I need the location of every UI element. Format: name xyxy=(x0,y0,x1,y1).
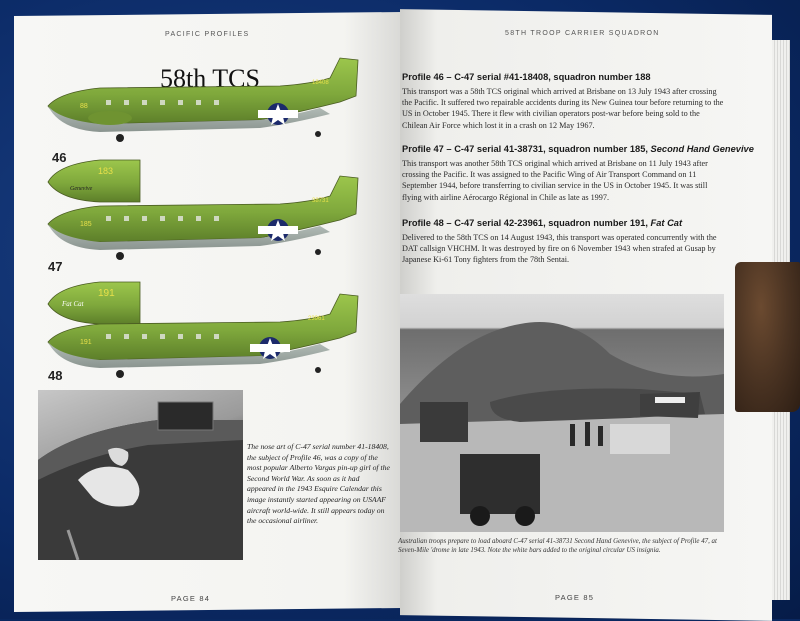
entry-body-47: This transport was another 58th TCS original which arrived at Brisbane on 11 July 1943 after crossing the Pacific. It was assigned to the Pacific Wing of Air Transport Command on 11 September 1944, before transferring to civilian service in the US in October 1945. It was still flying with airline Aérocargo Régional in Chile as late as 1997. xyxy=(402,159,708,202)
svg-text:23961: 23961 xyxy=(308,316,325,322)
airfield-photo-caption: Australian troops prepare to load aboard C-47 serial 41-38731 Second Hand Genevive, the subject of Profile 47, at Seven-Mile 'drome in late 1943. Note the white bars added to the original circular US insignia. xyxy=(398,538,717,555)
c47-aircraft-profile-46 xyxy=(48,58,358,142)
artwork-title: 58th TCS xyxy=(160,64,260,93)
nose-art-photo xyxy=(38,390,243,560)
c47-nose-profile-46 xyxy=(48,160,140,202)
right-running-head: 58TH TROOP CARRIER SQUADRON xyxy=(505,30,660,37)
svg-text:38731: 38731 xyxy=(312,198,329,204)
entry-heading-48: Profile 48 – C-47 serial 42-23961, squadron number 191, Fat Cat xyxy=(402,218,683,228)
entry-heading-47: Profile 47 – C-47 serial 41-38731, squadron number 185, Second Hand Genevive xyxy=(402,144,754,154)
svg-text:Genevive: Genevive xyxy=(70,186,93,192)
c47-profile-artwork xyxy=(40,52,370,387)
svg-text:88: 88 xyxy=(80,103,88,110)
svg-text:185: 185 xyxy=(80,221,92,228)
svg-text:18408: 18408 xyxy=(312,80,329,86)
entry-heading-46: Profile 46 – C-47 serial #41-18408, squadron number 188 xyxy=(402,72,651,82)
nose-art-caption: The nose art of C-47 serial number 41-18408, the subject of Profile 46, was a copy of the most popular Alberto Vargas pin-up girl of the Second World War. As soon as it had appeared in the 1943 Esquire Calendar this image instantly started appearing on USAAF aircraft world-wide. It still appears today on the occasional airliner. xyxy=(247,442,390,526)
entry-body-48: Delivered to the 58th TCS on 14 August 1943, this transport was operated concurrently with the DAT callsign VHCHM. It was destroyed by fire on 6 November 1943 when strafed at Gusap by Japanese Ki-61 Tony fighters from the 78th Sentai. xyxy=(402,233,717,265)
svg-text:183: 183 xyxy=(98,166,114,176)
svg-text:191: 191 xyxy=(98,288,115,299)
airfield-photo xyxy=(400,294,724,532)
entry-body-46: This transport was a 58th TCS original which arrived at Brisbane on 13 July 1943 after crossing the Pacific. It suffered two repairable accidents during its New Guinea tour before returning to the US in October 1945. There it flew with civilian operators post-war before being sold to the Chilean Air Force which lost it in a crash on 12 May 1967. xyxy=(402,87,724,130)
profile-label-46: 46 xyxy=(52,150,67,165)
c47-nose-profile-48 xyxy=(48,282,140,324)
svg-text:191: 191 xyxy=(80,339,92,346)
profile-label-47: 47 xyxy=(48,259,63,274)
brick-weight xyxy=(735,262,800,412)
right-folio: PAGE 85 xyxy=(555,593,595,602)
left-folio: PAGE 84 xyxy=(171,594,211,603)
left-running-head: PACIFIC PROFILES xyxy=(165,31,250,38)
profile-label-48: 48 xyxy=(48,368,63,383)
svg-text:Fat Cat: Fat Cat xyxy=(62,300,84,308)
